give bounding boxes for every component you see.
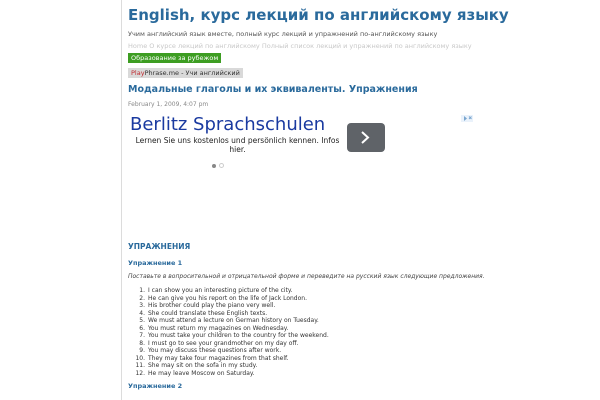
list-item-text: You may discuss these questions after work. [148, 347, 282, 354]
site-title[interactable]: English, курс лекций по английскому языку [128, 6, 509, 24]
adchoices-icon[interactable] [461, 115, 473, 122]
list-item-number: 4. [139, 309, 145, 317]
chevron-right-icon [360, 131, 371, 144]
list-item [133, 310, 329, 318]
list-item-number: 9. [139, 347, 145, 354]
list-item [133, 347, 329, 355]
ad-text[interactable]: Lernen Sie uns kostenlos und persönlich kennen. Infos hier. [135, 136, 340, 154]
list-item [133, 302, 329, 310]
list-item-text: We must attend a lecture on German history on Tuesday. [148, 317, 319, 324]
list-item [133, 317, 329, 325]
list-item-number: 2. [139, 294, 145, 302]
exercise-1-instruction: Поставьте в вопросительной и отрицательной форме и переведите на русский язык следующие предложения. [128, 273, 485, 280]
exercise-1-list [133, 287, 329, 377]
list-item-number: 11. [135, 362, 145, 369]
list-item [133, 370, 329, 378]
site-tagline: Учим английский язык вместе, полный курс лекций и упражнений по-английскому языку [128, 30, 438, 38]
ad-dot-active[interactable] [212, 164, 216, 168]
list-item-number: 6. [139, 324, 145, 332]
breadcrumb[interactable]: Home О курсе лекций по английскому Полный список лекций и упражнений по английскому языку [128, 42, 472, 50]
exercises-heading: УПРАЖНЕНИЯ [128, 242, 191, 251]
playphrase-label: Phrase.me - Учи английский [144, 69, 240, 77]
ad-next-button[interactable] [347, 123, 385, 152]
list-item-number: 1. [139, 287, 145, 294]
list-item [133, 295, 329, 303]
list-item-number: 10. [135, 354, 145, 362]
playphrase-play-label: Play [131, 69, 145, 77]
list-item-text: He can give you his report on the life of Jack London. [148, 294, 307, 302]
post-date: February 1, 2009, 4:07 pm [128, 101, 209, 108]
list-item-text: You must return my magazines on Wednesday. [148, 324, 289, 332]
list-item [133, 325, 329, 333]
list-item-text: He may leave Moscow on Saturday. [148, 369, 255, 377]
list-item-number: 7. [139, 332, 145, 339]
list-item-text: I can show you an interesting picture of the city. [148, 287, 293, 294]
list-item [133, 355, 329, 363]
list-item-text: They may take four magazines from that shelf. [148, 354, 289, 362]
list-item-number: 3. [139, 302, 145, 309]
post-title[interactable]: Модальные глаголы и их эквиваленты. Упражнения [128, 84, 418, 95]
ad-banner[interactable] [128, 114, 473, 164]
ad-title[interactable]: Berlitz Sprachschulen [130, 114, 326, 135]
playphrase-button[interactable] [128, 68, 243, 78]
list-item-number: 8. [139, 339, 145, 347]
list-item-number: 5. [139, 317, 145, 324]
list-item-text: She may sit on the sofa in my study. [148, 362, 258, 369]
exercise-2-title: Упражнение 2 [128, 382, 183, 390]
study-abroad-button[interactable]: Образование за рубежом [128, 53, 221, 63]
ad-pagination [212, 153, 227, 172]
ad-dot[interactable] [219, 163, 224, 168]
list-item-text: She could translate these English texts. [148, 309, 268, 317]
left-divider [121, 0, 122, 400]
list-item-number: 12. [135, 369, 145, 377]
exercise-1-title: Упражнение 1 [128, 259, 183, 267]
list-item [133, 332, 329, 340]
list-item-text: His brother could play the piano very well. [148, 302, 276, 309]
list-item [133, 362, 329, 370]
list-item [133, 287, 329, 295]
list-item [133, 340, 329, 348]
list-item-text: I must go to see your grandmother on my day off. [148, 339, 299, 347]
list-item-text: You must take your children to the country for the weekend. [148, 332, 329, 339]
